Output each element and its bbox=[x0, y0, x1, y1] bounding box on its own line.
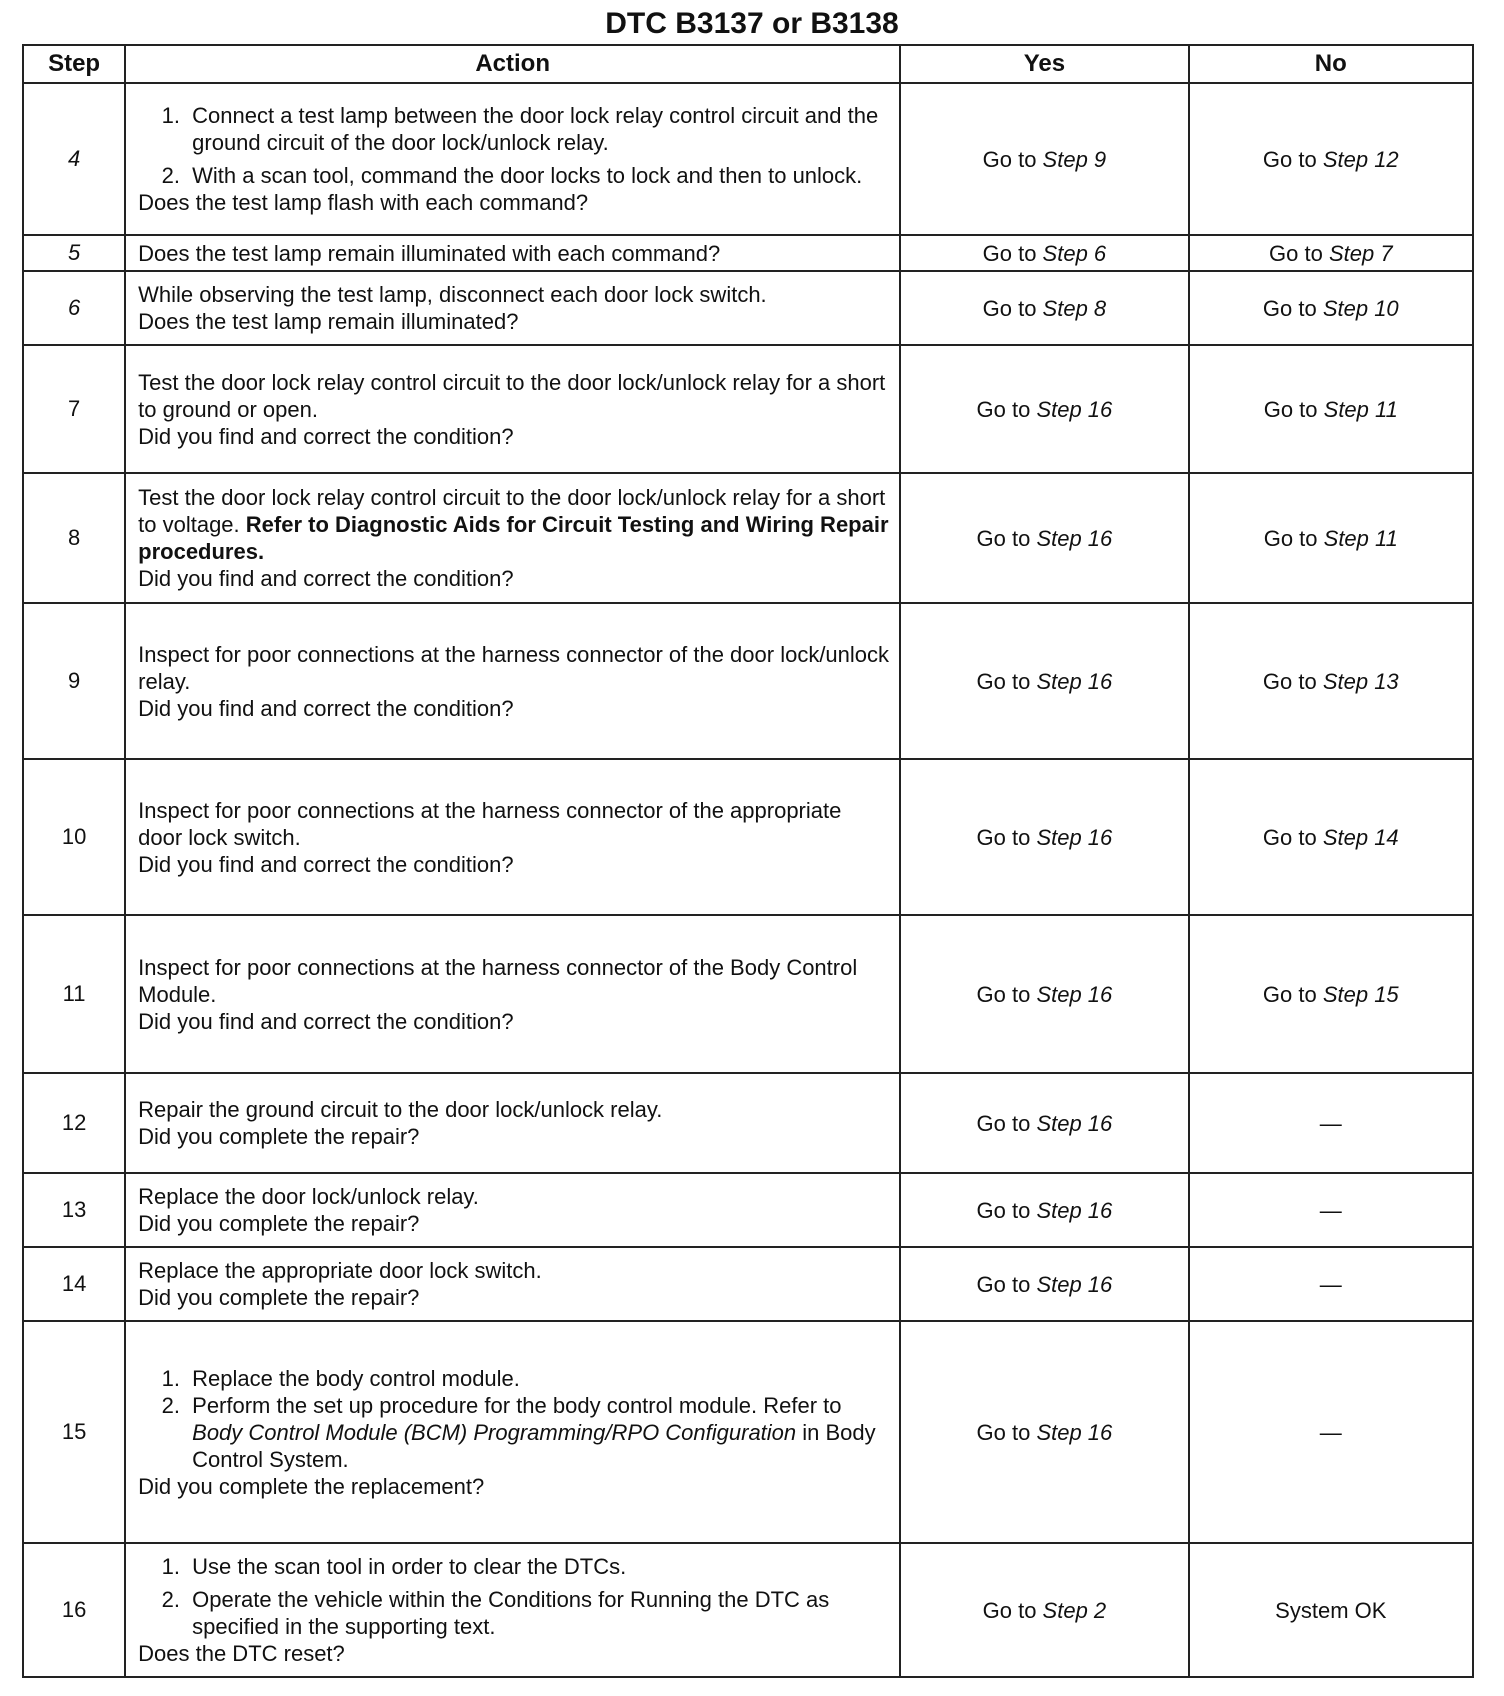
yes-step-link[interactable]: Step 16 bbox=[1036, 396, 1113, 422]
yes-step-link[interactable]: Step 16 bbox=[1036, 1197, 1113, 1223]
table-row bbox=[23, 603, 1473, 759]
yes-cell bbox=[900, 1173, 1188, 1247]
action-text bbox=[138, 484, 889, 565]
page-title: DTC B3137 or B3138 bbox=[605, 7, 899, 40]
diagnostic-table bbox=[22, 44, 1474, 1678]
yes-prefix: Go to bbox=[982, 240, 1043, 266]
action-text: Replace the door lock/unlock relay. bbox=[138, 1184, 479, 1209]
yes-prefix: Go to bbox=[976, 1419, 1037, 1445]
no-step-link[interactable]: Step 12 bbox=[1322, 146, 1399, 172]
action-question: Did you complete the replacement? bbox=[138, 1473, 485, 1499]
yes-prefix: Go to bbox=[976, 981, 1037, 1007]
no-cell: — bbox=[1189, 1321, 1473, 1543]
yes-step-link[interactable]: Step 16 bbox=[1036, 1419, 1113, 1445]
action-list-item: 2. With a scan tool, command the door locks to lock and then to unlock. bbox=[186, 162, 889, 189]
no-cell bbox=[1189, 603, 1473, 759]
table-row bbox=[23, 345, 1473, 473]
action-cell bbox=[125, 345, 900, 473]
action-text: While observing the test lamp, disconnect each door lock switch. bbox=[138, 282, 767, 307]
yes-cell bbox=[900, 1321, 1188, 1543]
yes-step-link[interactable]: Step 16 bbox=[1036, 824, 1113, 850]
yes-prefix: Go to bbox=[982, 295, 1043, 321]
yes-step-link[interactable]: Step 16 bbox=[1036, 981, 1113, 1007]
no-cell bbox=[1189, 345, 1473, 473]
yes-prefix: Go to bbox=[976, 1197, 1037, 1223]
no-column-header: No bbox=[1189, 45, 1473, 83]
no-cell bbox=[1189, 915, 1473, 1073]
action-cell bbox=[125, 603, 900, 759]
no-prefix: Go to bbox=[1262, 668, 1323, 694]
no-cell: — bbox=[1189, 1247, 1473, 1321]
no-cell: — bbox=[1189, 1173, 1473, 1247]
action-list-item-text: in Body Control System. bbox=[192, 1419, 876, 1472]
action-text: Inspect for poor connections at the harness connector of the door lock/unlock relay. bbox=[138, 641, 890, 694]
yes-cell bbox=[900, 473, 1188, 603]
action-question: Did you find and correct the condition? bbox=[138, 423, 514, 449]
action-list-item: 1. Connect a test lamp between the door lock relay control circuit and the ground circuit of the door lock/unlock relay. bbox=[186, 102, 889, 156]
table-row bbox=[23, 83, 1473, 235]
action-text-reference: Refer to Diagnostic Aids for Circuit Testing and Wiring Repair procedures. bbox=[138, 512, 889, 564]
action-cell bbox=[125, 1543, 900, 1677]
yes-prefix: Go to bbox=[976, 525, 1037, 551]
table-row bbox=[23, 1073, 1473, 1173]
action-list-item-text: Perform the set up procedure for the body control module. Refer to bbox=[192, 1392, 842, 1418]
no-cell: System OK bbox=[1189, 1543, 1473, 1677]
yes-cell bbox=[900, 235, 1188, 271]
action-text: Test the door lock relay control circuit to the door lock/unlock relay for a short to ground or open. bbox=[138, 369, 886, 422]
yes-step-link[interactable]: Step 16 bbox=[1036, 1110, 1113, 1136]
action-text: Replace the appropriate door lock switch. bbox=[138, 1258, 542, 1283]
no-prefix: Go to bbox=[1262, 981, 1323, 1007]
action-question: Does the DTC reset? bbox=[138, 1641, 345, 1666]
no-prefix: Go to bbox=[1263, 396, 1324, 422]
no-step-link[interactable]: Step 10 bbox=[1322, 295, 1399, 321]
action-question: Did you find and correct the condition? bbox=[138, 695, 514, 721]
action-list-item: 2. Operate the vehicle within the Conditions for Running the DTC as specified in the supporting text. bbox=[186, 1586, 889, 1640]
step-number: 8 bbox=[23, 473, 125, 603]
no-step-link[interactable]: Step 11 bbox=[1323, 525, 1398, 551]
action-cell bbox=[125, 271, 900, 345]
action-list-item: 1. Use the scan tool in order to clear the DTCs. bbox=[186, 1553, 889, 1580]
yes-column-header: Yes bbox=[900, 45, 1188, 83]
yes-step-link[interactable]: Step 16 bbox=[1036, 668, 1113, 694]
table-row bbox=[23, 1543, 1473, 1677]
yes-prefix: Go to bbox=[982, 1597, 1043, 1623]
table-row bbox=[23, 235, 1473, 271]
table-row bbox=[23, 1321, 1473, 1543]
table-row bbox=[23, 473, 1473, 603]
table-row bbox=[23, 915, 1473, 1073]
no-prefix: Go to bbox=[1263, 525, 1324, 551]
yes-cell bbox=[900, 271, 1188, 345]
no-step-link[interactable]: Step 13 bbox=[1322, 668, 1399, 694]
step-number: 14 bbox=[23, 1247, 125, 1321]
yes-prefix: Go to bbox=[976, 668, 1037, 694]
action-column-header: Action bbox=[125, 45, 900, 83]
no-prefix: Go to bbox=[1269, 240, 1329, 266]
step-number: 5 bbox=[23, 235, 125, 271]
action-question: Does the test lamp remain illuminated? bbox=[138, 309, 519, 334]
no-cell bbox=[1189, 235, 1473, 271]
action-list bbox=[138, 102, 889, 189]
action-text: Repair the ground circuit to the door lock/unlock relay. bbox=[138, 1097, 663, 1122]
no-prefix: Go to bbox=[1262, 146, 1323, 172]
step-number: 16 bbox=[23, 1543, 125, 1677]
step-number: 6 bbox=[23, 271, 125, 345]
step-column-header: Step bbox=[23, 45, 125, 83]
no-cell: — bbox=[1189, 1073, 1473, 1173]
step-number: 12 bbox=[23, 1073, 125, 1173]
action-cell bbox=[125, 235, 900, 271]
action-list bbox=[138, 1553, 889, 1640]
yes-cell bbox=[900, 1543, 1188, 1677]
action-cell bbox=[125, 1321, 900, 1543]
step-number: 15 bbox=[23, 1321, 125, 1543]
action-question: Did you find and correct the condition? bbox=[138, 1008, 514, 1034]
action-cell bbox=[125, 1247, 900, 1321]
no-cell bbox=[1189, 271, 1473, 345]
no-step-link[interactable]: Step 11 bbox=[1323, 396, 1398, 422]
yes-step-link[interactable]: Step 6 bbox=[1042, 240, 1107, 266]
yes-step-link[interactable]: Step 16 bbox=[1036, 1271, 1113, 1297]
action-cell bbox=[125, 83, 900, 235]
action-cell bbox=[125, 473, 900, 603]
no-cell bbox=[1189, 759, 1473, 915]
action-cell bbox=[125, 1073, 900, 1173]
table-row bbox=[23, 271, 1473, 345]
no-prefix: Go to bbox=[1262, 295, 1323, 321]
action-question: Does the test lamp flash with each command? bbox=[138, 190, 589, 215]
yes-prefix: Go to bbox=[976, 1110, 1037, 1136]
yes-cell bbox=[900, 345, 1188, 473]
no-prefix: Go to bbox=[1262, 824, 1323, 850]
action-list bbox=[138, 1392, 889, 1473]
yes-cell bbox=[900, 1073, 1188, 1173]
yes-cell bbox=[900, 1247, 1188, 1321]
yes-step-link[interactable]: Step 16 bbox=[1036, 525, 1113, 551]
step-number: 10 bbox=[23, 759, 125, 915]
action-cell bbox=[125, 1173, 900, 1247]
yes-cell bbox=[900, 603, 1188, 759]
action-question: Did you complete the repair? bbox=[138, 1211, 420, 1236]
table-row bbox=[23, 759, 1473, 915]
yes-prefix: Go to bbox=[976, 824, 1037, 850]
action-question: Did you find and correct the condition? bbox=[138, 566, 514, 591]
step-number: 4 bbox=[23, 83, 125, 235]
step-number: 7 bbox=[23, 345, 125, 473]
no-step-link[interactable]: Step 14 bbox=[1322, 824, 1399, 850]
action-text-main: Test the door lock relay control circuit to the door lock/unlock relay for a short to voltage. bbox=[138, 485, 886, 537]
yes-cell bbox=[900, 915, 1188, 1073]
action-question: Does the test lamp remain illuminated with each command? bbox=[138, 240, 721, 266]
action-question: Did you find and correct the condition? bbox=[138, 851, 514, 877]
reference-link[interactable]: Body Control Module (BCM) Programming/RPO Configuration bbox=[192, 1419, 797, 1445]
yes-prefix: Go to bbox=[976, 396, 1037, 422]
no-cell bbox=[1189, 83, 1473, 235]
yes-prefix: Go to bbox=[976, 1271, 1037, 1297]
table-header-row bbox=[23, 45, 1473, 83]
yes-step-link[interactable]: Step 8 bbox=[1042, 295, 1107, 321]
no-step-link[interactable]: Step 15 bbox=[1322, 981, 1399, 1007]
step-number: 11 bbox=[23, 915, 125, 1073]
yes-step-link[interactable]: Step 2 bbox=[1042, 1597, 1107, 1623]
action-list-item bbox=[186, 1392, 889, 1473]
action-cell bbox=[125, 759, 900, 915]
yes-cell bbox=[900, 759, 1188, 915]
action-text: Inspect for poor connections at the harness connector of the Body Control Module. bbox=[138, 954, 858, 1007]
action-list-item: 1. Replace the body control module. bbox=[186, 1365, 889, 1392]
action-cell bbox=[125, 915, 900, 1073]
no-step-link[interactable]: Step 7 bbox=[1328, 240, 1393, 266]
yes-step-link[interactable]: Step 9 bbox=[1042, 146, 1107, 172]
yes-prefix: Go to bbox=[982, 146, 1043, 172]
action-list bbox=[138, 1365, 889, 1392]
action-question: Did you complete the repair? bbox=[138, 1124, 420, 1149]
action-question: Did you complete the repair? bbox=[138, 1285, 420, 1310]
step-number: 13 bbox=[23, 1173, 125, 1247]
yes-cell bbox=[900, 83, 1188, 235]
table-row bbox=[23, 1247, 1473, 1321]
step-number: 9 bbox=[23, 603, 125, 759]
no-cell bbox=[1189, 473, 1473, 603]
action-text: Inspect for poor connections at the harness connector of the appropriate door lock switch. bbox=[138, 797, 842, 850]
table-row bbox=[23, 1173, 1473, 1247]
